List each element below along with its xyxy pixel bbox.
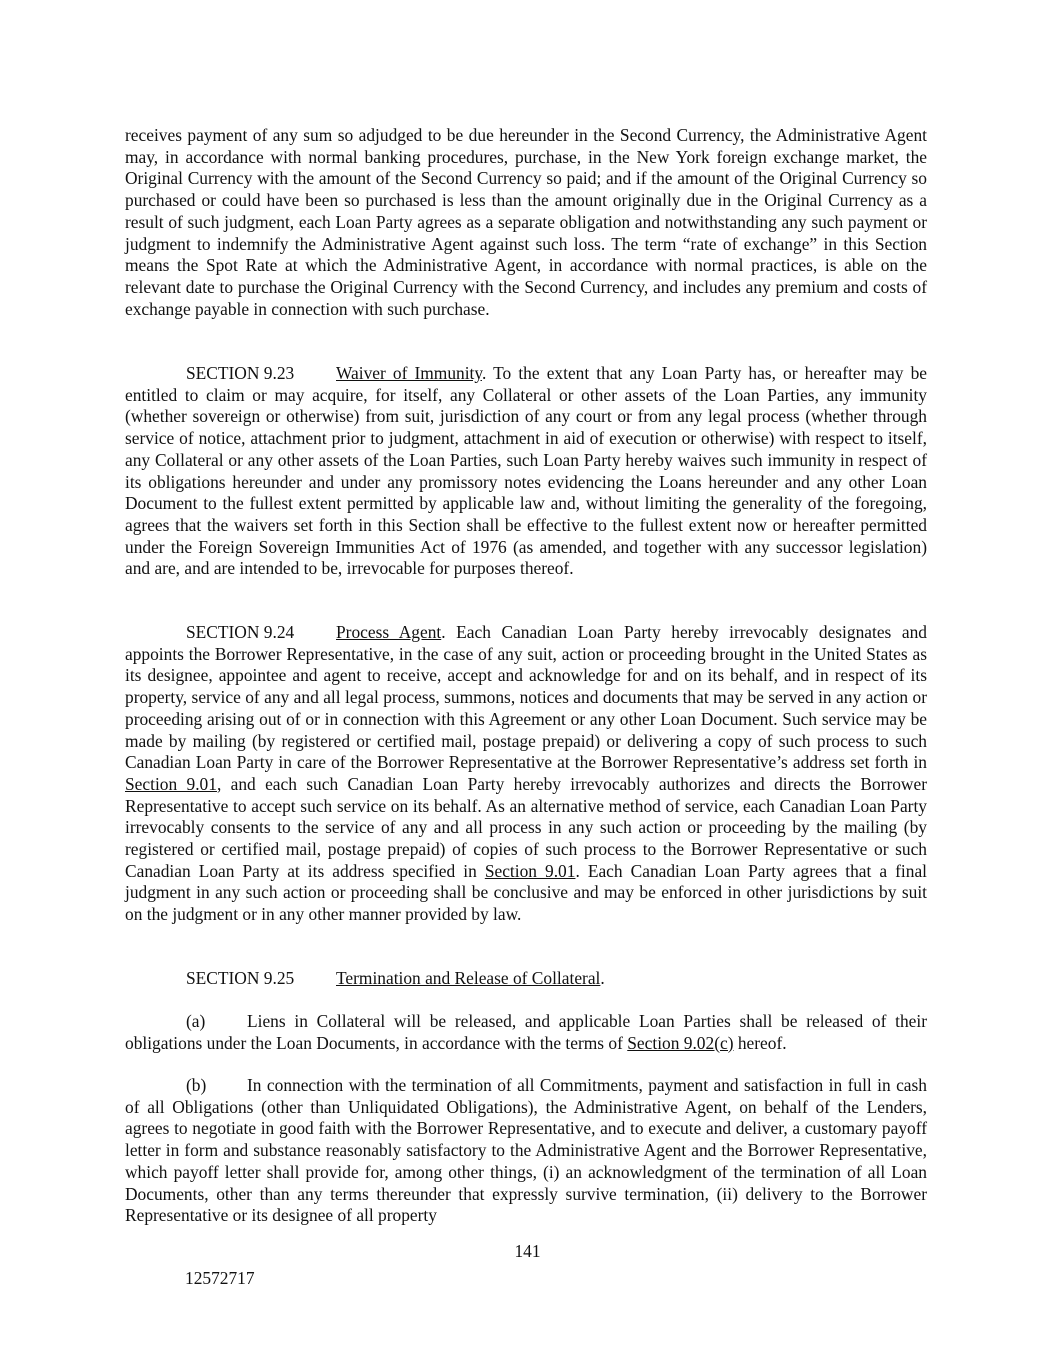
subsection-label: (b) [186, 1075, 207, 1095]
section-end: . [600, 968, 605, 988]
subsection-a [125, 1011, 927, 1054]
subsection-body: hereof. [733, 1032, 787, 1053]
cross-reference: Section 9.01 [484, 860, 576, 881]
section-9-24 [125, 622, 927, 926]
cross-reference: Section 9.02(c) [627, 1032, 734, 1053]
paragraph-judgment-currency [125, 125, 927, 320]
section-body: . Each Canadian Loan Party agrees that a final judgment in any such action or proceeding shall be conclusive and may be enforced in other jurisdictions by suit on the judgment or in any other manner provided by law. [125, 860, 927, 925]
section-9-23 [125, 363, 927, 580]
subsection-b [125, 1075, 927, 1227]
section-body: . Each Canadian Loan Party hereby irrevocably designates and appoints the Borrower Representative, in the case of any suit, action or proceeding brought in the United States as its designee, appointee and agent to receive, accept and acknowledge for and on its behalf, and in respect of its property, service of any and all legal process, summons, notices and documents that may be served in any action or proceeding arising out of or in connection with this Agreement or any other Loan Document. Such service may be made by mailing (by registered or certified mail, postage prepaid) or delivering a copy of such process to such Canadian Loan Party in care of the Borrower Representative at the Borrower Representative’s address set forth in [125, 622, 927, 773]
subsection-body: Liens in Collateral will be released, and applicable Loan Parties shall be released of their obligations under the Loan Documents, in accordance with the terms of [125, 1011, 927, 1053]
document-id: 12572717 [185, 1268, 255, 1288]
paragraph-text: receives payment of any sum so adjudged to be due hereunder in the Second Currency, the Administrative Agent may, in accordance with normal banking procedures, purchase, in the New York foreign exchange market, the Original Currency with the amount of the Second Currency so paid; and if the amount of the Original Currency so purchased or could have been so purchased is less than the amount originally due in the Original Currency as a result of such judgment, each Loan Party agrees as a separate obligation and notwithstanding any such payment or judgment to indemnify the Administrative Agent against such loss. The term “rate of exchange” in this Section means the Spot Rate at which the Administrative Agent, in accordance with normal practices, is able on the relevant date to purchase the Original Currency with the Second Currency, and includes any premium and costs of exchange payable in connection with such purchase. [125, 125, 927, 319]
section-9-25 [125, 968, 927, 990]
section-number: SECTION 9.24 [186, 622, 295, 642]
section-title: Termination and Release of Collateral [336, 968, 601, 988]
section-number: SECTION 9.23 [186, 363, 295, 383]
subsection-label: (a) [186, 1011, 206, 1031]
page-number: 141 [514, 1241, 541, 1261]
section-number: SECTION 9.25 [186, 968, 295, 988]
section-body: . To the extent that any Loan Party has, or hereafter may be entitled to claim or may acquire, for itself, any Collateral or other assets of the Loan Parties, any immunity (whether sovereign or otherwise) from suit, jurisdiction of any court or from any legal process (whether through service of notice, attachment prior to judgment, attachment in aid of execution or otherwise) with respect to itself, any Collateral or any other assets of the Loan Parties, such Loan Party hereby waives such immunity in respect of its obligations hereunder and under any promissory notes evidencing the Loans hereunder and any other Loan Document to the fullest extent permitted by applicable law and, without limiting the generality of the foregoing, agrees that the waivers set forth in this Section shall be effective to the fullest extent now or hereafter permitted under the Foreign Sovereign Immunities Act of 1976 (as amended, and together with any successor legislation) and are, and are intended to be, irrevocable for purposes thereof. [125, 363, 927, 579]
section-body: , and each such Canadian Loan Party hereby irrevocably authorizes and directs the Borrower Representative to accept such service on its behalf. As an alternative method of service, each Canadian Loan Party irrevocably consents to the service of any and all process in any such action or proceeding by the mailing (by registered or certified mail, postage prepaid) of copies of such process to the Borrower Representative or such Canadian Loan Party at its address specified in [125, 773, 928, 881]
section-title: Process Agent [336, 622, 442, 642]
cross-reference: Section 9.01 [125, 773, 217, 794]
subsection-body: In connection with the termination of all Commitments, payment and satisfaction in full in cash of all Obligations (other than Unliquidated Obligations), the Administrative Agent, on behalf of the Lenders, agrees to negotiate in good faith with the Borrower Representative, and to execute and deliver, a customary payoff letter in form and substance reasonably satisfactory to the Administrative Agent and the Borrower Representative, which payoff letter shall provide for, among other things, (i) an acknowledgment of the termination of all Loan Documents, other than any terms thereunder that expressly survive termination, (ii) delivery to the Borrower Representative or its designee of all property [125, 1075, 927, 1226]
section-title: Waiver of Immunity [336, 363, 482, 383]
